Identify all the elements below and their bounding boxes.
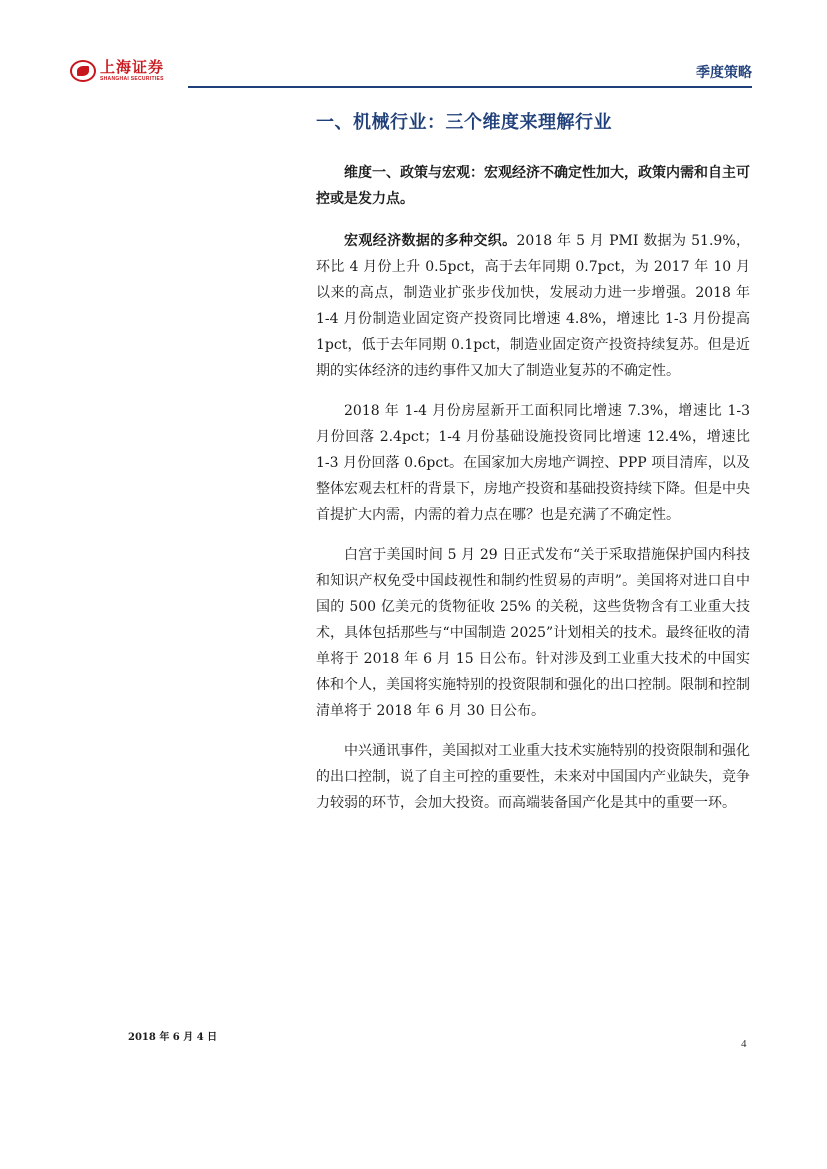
paragraph-trade-policy: 白宫于美国时间 5 月 29 日正式发布“关于采取措施保护国内科技和知识产权免受中国歧视性和制约性贸易的声明”。美国将对进口自中国的 500 亿美元的货物征收 25% 的关税，这些货物含有工业重大技术，具体包括那些与“中国制造 2025”计划相关的技术。最终征收的清单将于 2018 年 6 月 15 日公布。针对涉及到工业重大技术的中国实体和个人，美国将实施特别的投资限制和强化的出口控制。限制和控制清单将于 2018 年 6 月 30 日公布。	[316, 547, 750, 719]
lead-paragraph: 维度一、政策与宏观：宏观经济不确定性加大，政策内需和自主可控或是发力点。	[316, 165, 750, 207]
page-header	[70, 60, 752, 90]
paragraph-real-estate: 2018 年 1-4 月份房屋新开工面积同比增速 7.3%，增速比 1-3 月份回落 2.4pct；1-4 月份基础设施投资同比增速 12.4%，增速比 1-3 月份回落 0.6pct。在国家加大房地产调控、PPP 项目清库，以及整体宏观去杠杆的背景下，房地产投资和基础投资持续下降。但是中央首提扩大内需，内需的着力点在哪？也是充满了不确定性。	[316, 403, 750, 523]
header-divider	[188, 86, 752, 88]
page-number: 4	[741, 1038, 747, 1050]
report-date: 2018 年 6 月 4 日	[128, 1032, 218, 1043]
section-title: 一、机械行业：三个维度来理解行业	[316, 112, 612, 133]
logo-chinese-name: 上海证券	[100, 58, 165, 76]
logo-emblem-icon	[70, 60, 96, 82]
logo-english-name: SHANGHAI SECURITIES	[100, 76, 164, 82]
report-type-label: 季度策略	[696, 65, 752, 81]
paragraph-zte-event: 中兴通讯事件，美国拟对工业重大技术实施特别的投资限制和强化的出口控制，说了自主可控的重要性，未来对中国国内产业缺失，竞争力较弱的环节，会加大投资。而高端装备国产化是其中的重要一环。	[316, 743, 750, 811]
paragraph-macro-data	[316, 228, 750, 384]
paragraph-body: 2018 年 5 月 PMI 数据为 51.9%，环比 4 月份上升 0.5pct，高于去年同期 0.7pct，为 2017 年 10 月以来的高点，制造业扩张步伐加快，发展动力进一步增强。2018 年 1-4 月份制造业固定资产投资同比增速 4.8%，增速比 1-3 月份提高 1pct，低于去年同期 0.1pct，制造业固定资产投资持续复苏。但是近期的实体经济的违约事件又加大了制造业复苏的不确定性。	[316, 233, 750, 379]
paragraph-lead-phrase: 宏观经济数据的多种交织。	[344, 233, 517, 249]
company-logo	[70, 60, 164, 82]
main-content	[316, 108, 750, 830]
logo-text	[100, 60, 164, 82]
